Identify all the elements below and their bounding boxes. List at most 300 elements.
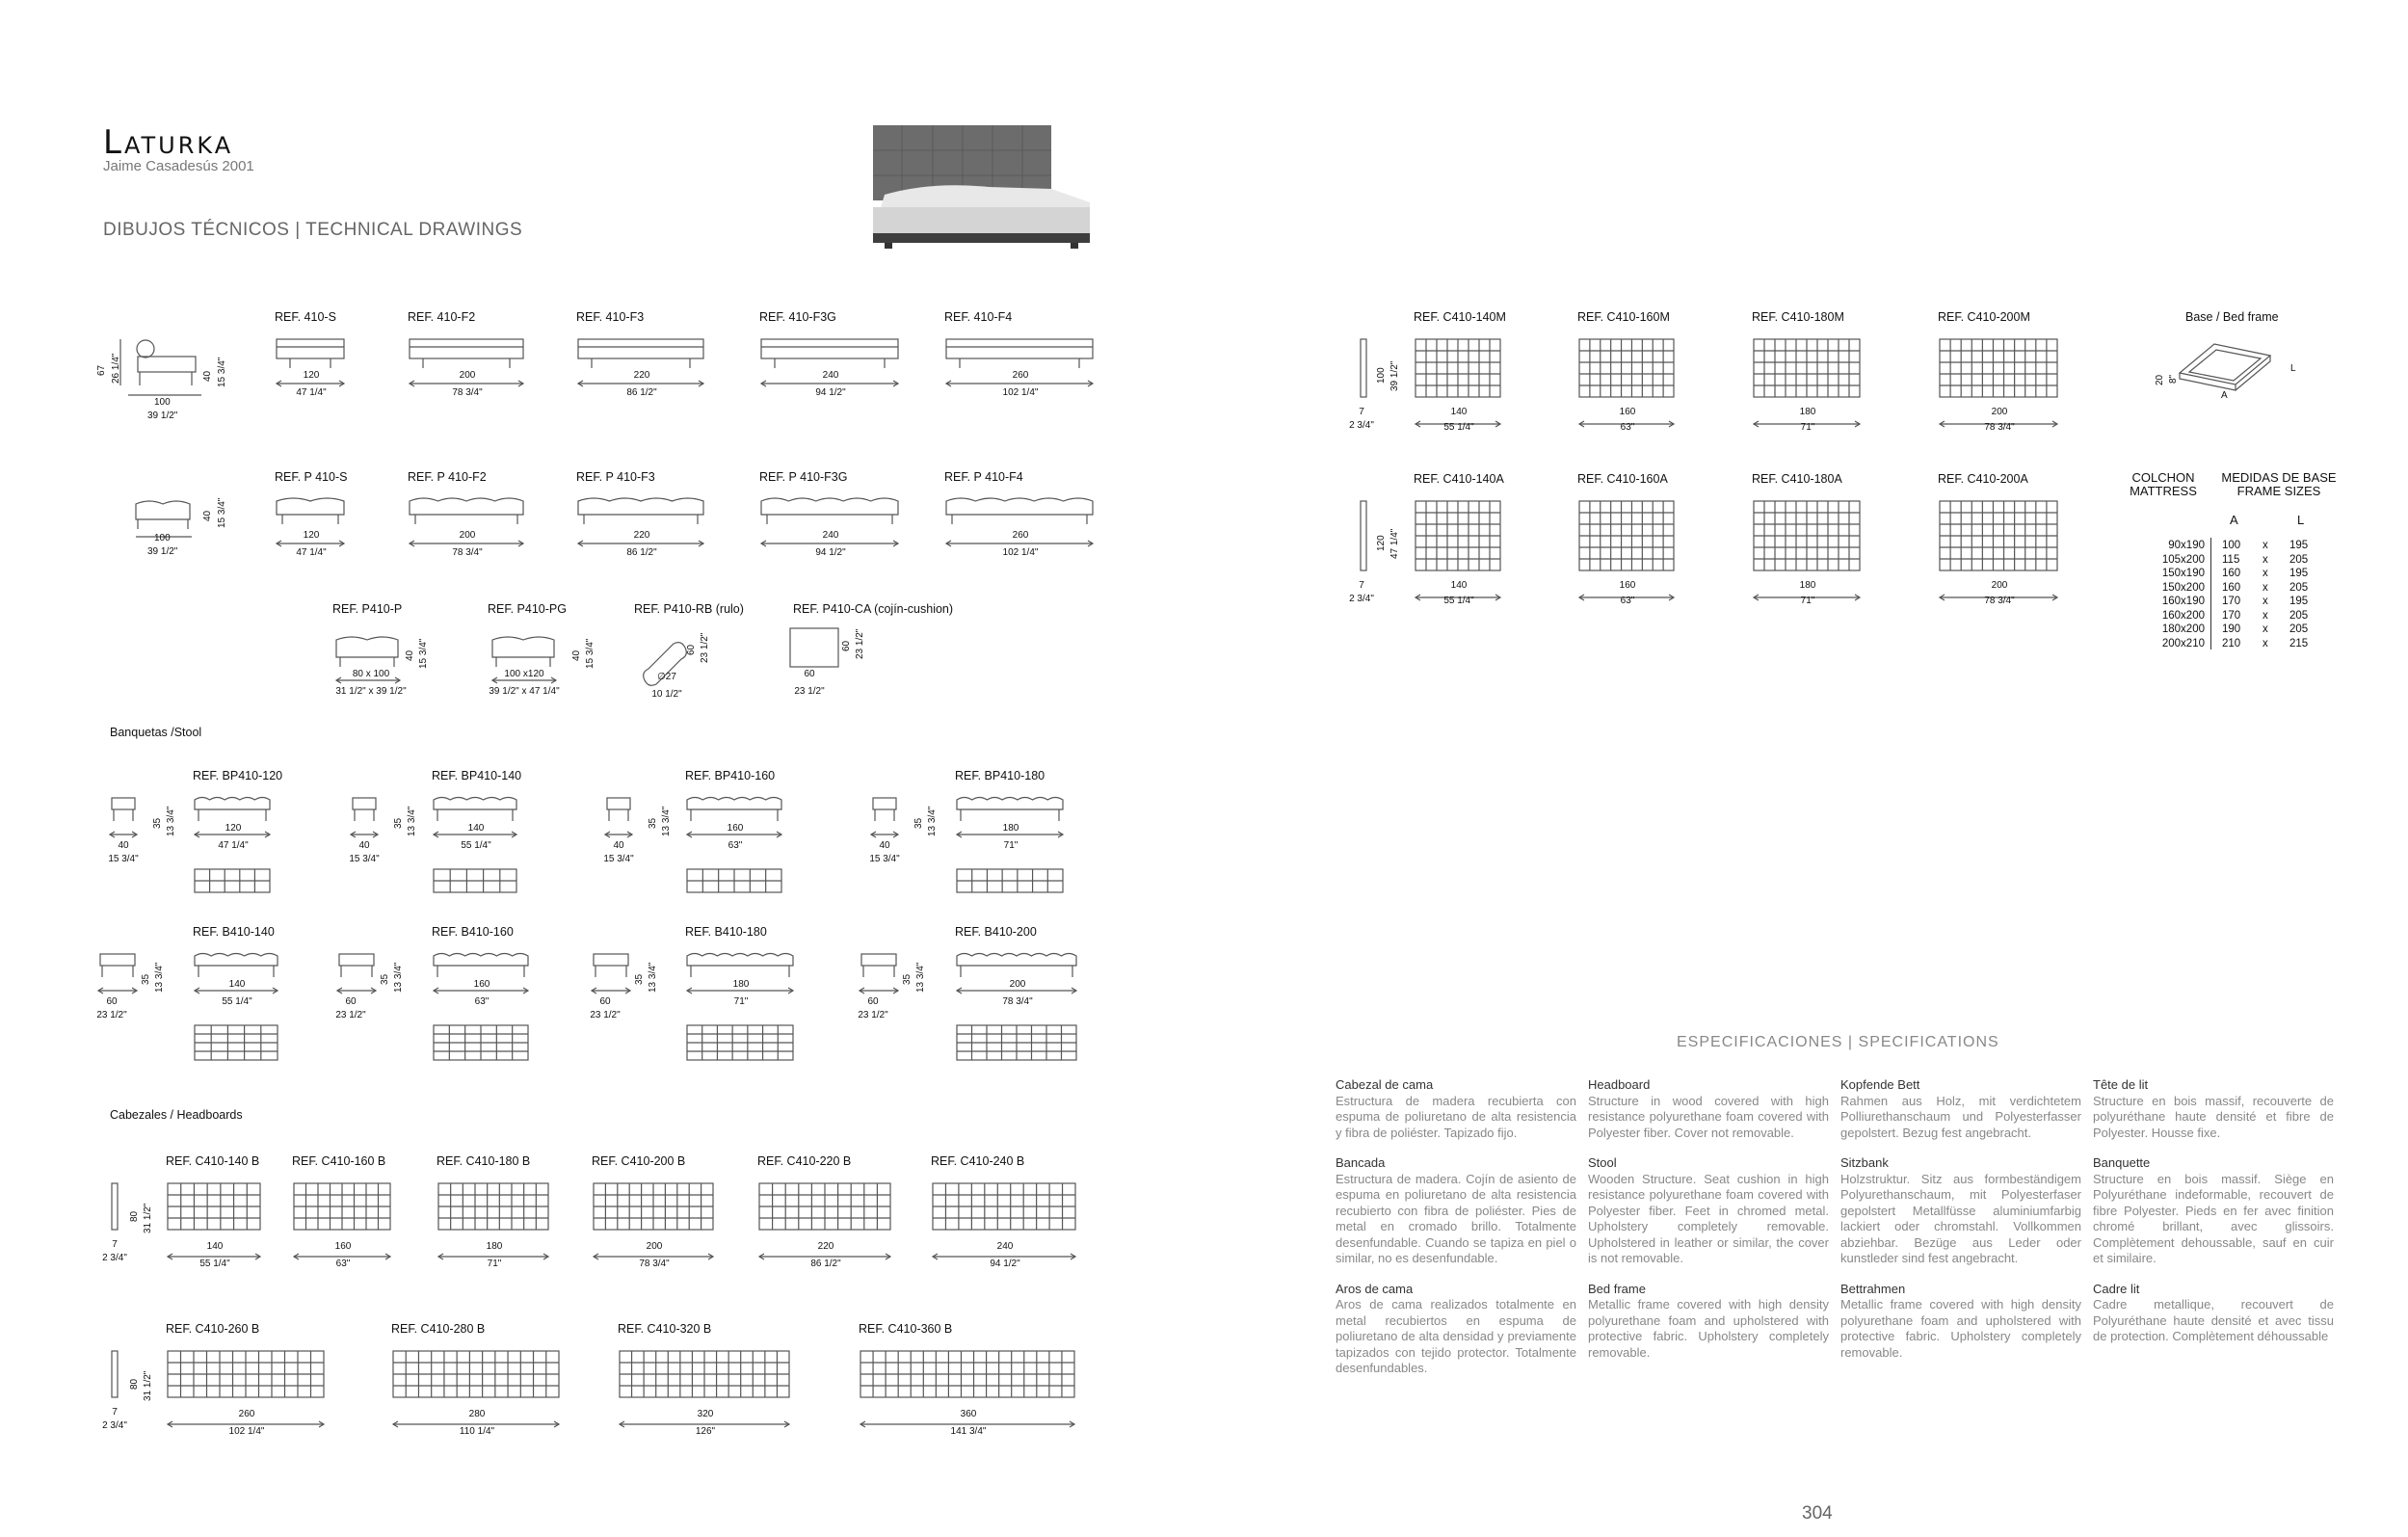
frame-size-a: 160 [2222, 581, 2241, 594]
stool-depth-inch: 15 3/4" [869, 854, 900, 864]
pouf-height-inch: 23 1/2" [700, 632, 710, 663]
headboard-width-inch: 102 1/4" [228, 1426, 265, 1437]
pouf-height-cm: 60 [841, 640, 852, 651]
spec-block [1336, 1282, 1576, 1377]
frame-size-l: 205 [2289, 553, 2309, 566]
bed-front-drawing [406, 335, 529, 393]
right-hb-height-cm: 100 [1376, 367, 1387, 384]
right-hb-width-cm: 200 [1991, 407, 2008, 417]
spec-heading: Kopfende Bett [1840, 1077, 1920, 1092]
mattress-size: 105x200 [2161, 553, 2205, 566]
stool-front-and-top [191, 948, 283, 1083]
spec-heading: Sitzbank [1840, 1155, 1889, 1170]
frame-size-a: 100 [2222, 540, 2241, 551]
bed-ref-label: REF. P 410-F4 [944, 470, 1023, 484]
spec-heading: Cabezal de cama [1336, 1077, 1434, 1092]
spec-text: Holzstruktur. Sitz aus formbeständigem Polyurethanschaum, mit Polyesterfaser gepolstert Metallfüsse aluminiumfarbig lackiert oder chromstahl. Vollkommen abziehbar. Bezüge aus Leder oder kunstleder sind fest angebracht. [1840, 1171, 2081, 1265]
stool-width-inch: 55 1/4" [461, 840, 491, 851]
spec-text: Cadre metallique, recouvert de Polyuréthane haute densité et avec tissu de protection. Complètement déhoussable [2093, 1297, 2334, 1343]
bed-ref-label: REF. P 410-F3 [576, 470, 655, 484]
spec-block [1588, 1155, 1829, 1267]
spec-text: Estructura de madera. Cojín de asiento de espuma en poliuretano de alta resistencia recubierto con fibra de poliéster. Pies de metal en cromado brillo. Totalmente desenfundable. Cuando se tapiza en piel o similar, no es desenfundable. [1336, 1171, 1576, 1265]
frame-height-inch: 8" [2168, 374, 2179, 384]
frame-size-x: x [2262, 609, 2268, 622]
frame-size-x: x [2262, 540, 2268, 551]
spec-block [1840, 1282, 2081, 1362]
side2-depth-100: 100 [154, 533, 171, 543]
headboard-width-inch: 126" [695, 1426, 716, 1437]
stool-depth-cm: 40 [358, 840, 370, 851]
headboard-width-cm: 360 [960, 1409, 977, 1419]
bed-ref-label: REF. 410-S [275, 310, 336, 324]
stool-ref-label: REF. B410-180 [685, 925, 767, 939]
bed-ref-label: REF. P 410-F2 [408, 470, 487, 484]
spec-text: Rahmen aus Holz, mit verdichtetem Polliurethanschaum und Polyesterfasser gepolstert. Bezug fest angebracht. [1840, 1093, 2081, 1140]
frame-size-l: 215 [2289, 637, 2309, 649]
col-l-header: L [2297, 513, 2305, 527]
right-hb-front-drawing [1750, 337, 1866, 434]
hb-height-inch: 31 1/2" [143, 1203, 153, 1233]
right-hb-depth-inch: 2 3/4" [1349, 594, 1374, 604]
side-height-40-inch: 15 3/4" [217, 357, 227, 387]
bed-front-drawing [757, 335, 904, 393]
right-hb-front-drawing [1575, 499, 1680, 607]
right-hb-front-drawing [1936, 499, 2063, 607]
mattress-size: 150x200 [2161, 581, 2205, 594]
bed-front-drawing [273, 335, 350, 393]
frame-size-l: 195 [2289, 540, 2309, 551]
headboard-width-cm: 180 [486, 1241, 503, 1252]
right-hb-front-drawing [1750, 499, 1866, 607]
headboard-ref-label: REF. C410-140 B [166, 1154, 260, 1168]
brand-title: Laturka [103, 123, 234, 162]
col-frame-es: MEDIDAS DE BASE [2221, 470, 2337, 485]
spec-block [1336, 1155, 1576, 1267]
frame-size-l: 205 [2289, 623, 2309, 635]
stool-depth-inch: 15 3/4" [108, 854, 139, 864]
frame-label-l: L [2290, 363, 2296, 374]
hb-depth-cm: 7 [112, 1407, 118, 1418]
right-hb-width-inch: 55 1/4" [1443, 596, 1474, 606]
hb-depth-cm: 7 [112, 1239, 118, 1250]
side2-depth-100-inch: 39 1/2" [147, 546, 178, 557]
stool-section-title: Banquetas /Stool [110, 726, 202, 739]
right-hb-side-drawing [1357, 499, 1372, 578]
bed-width-cm: 260 [1012, 370, 1029, 381]
side-height-67: 67 [96, 364, 107, 376]
right-hb-width-inch: 71" [1800, 596, 1815, 606]
pouf-dim-cm: ∅27 [657, 672, 676, 682]
right-hb-front-drawing [1412, 337, 1506, 434]
stool-width-cm: 180 [732, 979, 750, 990]
bed-front-drawing [574, 495, 709, 553]
stool-width-cm: 160 [473, 979, 490, 990]
pouf-height-cm: 60 [686, 644, 697, 655]
spec-column [2093, 1077, 2334, 1360]
bed-width-inch: 86 1/2" [626, 547, 657, 558]
stool-depth-cm: 60 [867, 996, 879, 1007]
right-hb-width-inch: 78 3/4" [1984, 422, 2015, 433]
stool-front-and-top [430, 792, 522, 927]
headboard-ref-label: REF. C410-360 B [859, 1322, 953, 1336]
right-hb-ref-label: REF. C410-140M [1414, 310, 1506, 324]
bed-width-inch: 94 1/2" [815, 387, 846, 398]
stool-width-cm: 180 [1002, 823, 1019, 834]
frame-size-l: 195 [2289, 568, 2309, 579]
bed-front-drawing [273, 495, 350, 553]
pouf-dim-inch: 31 1/2" x 39 1/2" [335, 686, 407, 697]
pouf-dim-cm: 80 x 100 [352, 669, 390, 679]
stool-height-cm: 35 [380, 973, 390, 985]
bed-width-cm: 240 [822, 370, 839, 381]
stool-front-and-top [953, 948, 1082, 1083]
stool-width-cm: 140 [467, 823, 485, 834]
spec-text: Estructura de madera recubierta con espuma de poliuretano de alta resistencia y fibra de poliéster. Tapizado fijo. [1336, 1093, 1576, 1140]
stool-ref-label: REF. BP410-180 [955, 769, 1045, 782]
stool-front-and-top [191, 792, 276, 927]
pouf-dim-cm: 100 x120 [504, 669, 544, 679]
spec-text: Aros de cama realizados totalmente en metal recubiertos en espuma de poliuretano de alta densidad y previamente tapizados con tejido protector. Totalmente desenfundables. [1336, 1297, 1576, 1375]
stool-width-inch: 63" [728, 840, 743, 851]
bed-ref-label: REF. 410-F3G [759, 310, 836, 324]
headboard-width-inch: 86 1/2" [810, 1259, 841, 1269]
stool-front-and-top [953, 792, 1069, 927]
headboard-width-cm: 280 [468, 1409, 486, 1419]
frame-size-a: 190 [2222, 623, 2241, 635]
col-frame-en: FRAME SIZES [2236, 484, 2321, 498]
bed-width-cm: 220 [633, 530, 650, 541]
pouf-height-inch: 15 3/4" [418, 638, 429, 669]
right-hb-width-inch: 71" [1800, 422, 1815, 433]
spec-heading: Bed frame [1588, 1281, 1646, 1296]
headboard-section-title: Cabezales / Headboards [110, 1108, 243, 1122]
designer-credit: Jaime Casadesús 2001 [103, 158, 254, 174]
spec-text: Metallic frame covered with high density polyurethane foam and upholstered with protective fabric. Upholstery completely removable. [1588, 1297, 1829, 1360]
headboard-width-inch: 63" [335, 1259, 351, 1269]
right-hb-width-cm: 180 [1799, 407, 1816, 417]
spec-text: Structure en bois massif, recouverte de polyuréthane haute densité et fibre de Polyester. Housse fixe. [2093, 1093, 2334, 1140]
right-hb-width-cm: 140 [1450, 407, 1468, 417]
pouf-height-inch: 15 3/4" [585, 638, 595, 669]
stool-height-inch: 13 3/4" [927, 806, 938, 836]
spec-heading: Headboard [1588, 1077, 1651, 1092]
stool-width-inch: 78 3/4" [1002, 996, 1033, 1007]
bed-width-cm: 260 [1012, 530, 1029, 541]
headboard-ref-label: REF. C410-320 B [618, 1322, 712, 1336]
stool-depth-inch: 23 1/2" [590, 1010, 621, 1020]
stool-front-and-top [683, 792, 787, 927]
stool-height-inch: 13 3/4" [393, 962, 404, 993]
stool-width-cm: 200 [1009, 979, 1026, 990]
bed-width-inch: 78 3/4" [452, 547, 483, 558]
side-depth-100: 100 [154, 397, 171, 408]
frame-size-x: x [2262, 568, 2268, 579]
frame-size-x: x [2262, 581, 2268, 594]
bed-front-drawing [574, 335, 709, 393]
stool-height-inch: 13 3/4" [154, 962, 165, 993]
right-hb-ref-label: REF. C410-180A [1752, 472, 1842, 486]
right-hb-width-inch: 63" [1620, 596, 1635, 606]
stool-height-inch: 13 3/4" [407, 806, 417, 836]
headboard-width-inch: 141 3/4" [950, 1426, 987, 1437]
side2-height-40-inch: 15 3/4" [217, 497, 227, 528]
spec-block [2093, 1155, 2334, 1267]
stool-height-inch: 13 3/4" [661, 806, 672, 836]
stool-depth-inch: 23 1/2" [335, 1010, 366, 1020]
frame-size-l: 195 [2289, 596, 2309, 607]
spec-block [1840, 1077, 2081, 1141]
spec-column [1588, 1077, 1829, 1375]
pouf-ref-label: REF. P410-PG [488, 602, 567, 616]
stool-depth-inch: 15 3/4" [603, 854, 634, 864]
hb-height-cm: 80 [129, 1210, 140, 1222]
right-hb-front-drawing [1575, 337, 1680, 434]
spec-column [1840, 1077, 2081, 1375]
right-hb-height-inch: 39 1/2" [1389, 360, 1400, 391]
mattress-size: 160x190 [2161, 596, 2205, 607]
pouf-ref-label: REF. P410-P [332, 602, 403, 616]
spec-block [1336, 1077, 1576, 1141]
frame-size-x: x [2262, 596, 2268, 607]
bed-front-drawing [942, 495, 1098, 553]
mattress-size: 150x190 [2161, 568, 2205, 579]
headboard-width-inch: 78 3/4" [639, 1259, 670, 1269]
right-hb-width-inch: 78 3/4" [1984, 596, 2015, 606]
side-depth-100-inch: 39 1/2" [147, 411, 178, 421]
bed-front-drawing [757, 495, 904, 553]
headboard-ref-label: REF. C410-180 B [437, 1154, 531, 1168]
pouf-ref-label: REF. P410-RB (rulo) [634, 602, 744, 616]
stool-height-cm: 35 [152, 817, 163, 829]
bed-ref-label: REF. P 410-F3G [759, 470, 848, 484]
bed-ref-label: REF. 410-F2 [408, 310, 476, 324]
stool-depth-cm: 60 [345, 996, 357, 1007]
pouf-dim-inch: 23 1/2" [794, 686, 825, 697]
frame-height: 20 [2155, 374, 2165, 385]
stool-depth-inch: 23 1/2" [96, 1010, 127, 1020]
page-number: 304 [1802, 1503, 1833, 1524]
stool-width-cm: 160 [727, 823, 744, 834]
headboard-width-inch: 71" [487, 1259, 502, 1269]
pouf-height-cm: 40 [571, 649, 582, 661]
table-divider [2210, 538, 2211, 649]
stool-width-inch: 47 1/4" [218, 840, 249, 851]
headboard-ref-label: REF. C410-260 B [166, 1322, 260, 1336]
stool-height-cm: 35 [913, 817, 924, 829]
spec-block [1588, 1282, 1829, 1362]
stool-depth-cm: 40 [879, 840, 890, 851]
side-height-40: 40 [202, 370, 213, 382]
right-hb-width-inch: 55 1/4" [1443, 422, 1474, 433]
hb-depth-inch: 2 3/4" [102, 1253, 127, 1263]
right-hb-front-drawing [1936, 337, 2063, 434]
right-hb-ref-label: REF. C410-180M [1752, 310, 1844, 324]
right-hb-width-cm: 180 [1799, 580, 1816, 591]
side2-height-40: 40 [202, 510, 213, 521]
bed-width-inch: 102 1/4" [1002, 387, 1039, 398]
frame-size-a: 115 [2222, 553, 2240, 566]
headboard-ref-label: REF. C410-240 B [931, 1154, 1025, 1168]
bed-width-inch: 102 1/4" [1002, 547, 1039, 558]
frame-size-a: 210 [2222, 637, 2241, 649]
right-hb-width-cm: 160 [1619, 580, 1636, 591]
right-hb-depth-cm: 7 [1359, 407, 1364, 417]
right-hb-ref-label: REF. C410-200A [1938, 472, 2028, 486]
bed-front-drawing [942, 335, 1098, 393]
spec-heading: Cadre lit [2093, 1281, 2140, 1296]
stool-height-inch: 13 3/4" [166, 806, 176, 836]
spec-text: Structure in wood covered with high resistance polyurethane foam covered with Polyester fiber. Cover not removable. [1588, 1093, 1829, 1140]
right-hb-height-cm: 120 [1376, 535, 1387, 551]
stool-height-inch: 13 3/4" [915, 962, 926, 993]
spec-block [1840, 1155, 2081, 1267]
bed-width-inch: 78 3/4" [452, 387, 483, 398]
side-height-67-inch: 26 1/4" [111, 353, 121, 384]
bed-width-cm: 200 [459, 370, 476, 381]
stool-ref-label: REF. B410-200 [955, 925, 1037, 939]
stool-height-cm: 35 [393, 817, 404, 829]
headboard-ref-label: REF. C410-220 B [757, 1154, 852, 1168]
bed-ref-label: REF. 410-F3 [576, 310, 645, 324]
right-hb-depth-cm: 7 [1359, 580, 1364, 591]
hb-depth-inch: 2 3/4" [102, 1420, 127, 1431]
stool-front-and-top [683, 948, 799, 1083]
pouf-ref-label: REF. P410-CA (cojín-cushion) [793, 602, 954, 616]
hb-height-cm: 80 [129, 1378, 140, 1390]
headboard-width-cm: 320 [697, 1409, 714, 1419]
spec-heading: Banquette [2093, 1155, 2151, 1170]
stool-ref-label: REF. BP410-140 [432, 769, 522, 782]
stool-front-and-top [430, 948, 534, 1083]
right-hb-depth-inch: 2 3/4" [1349, 420, 1374, 431]
bed-width-cm: 120 [303, 530, 320, 541]
headboard-width-inch: 94 1/2" [990, 1259, 1020, 1269]
stool-width-inch: 55 1/4" [222, 996, 252, 1007]
stool-height-inch: 13 3/4" [648, 962, 658, 993]
stool-height-cm: 35 [141, 973, 151, 985]
frame-size-a: 160 [2222, 568, 2241, 579]
right-hb-front-drawing [1412, 499, 1506, 607]
spec-block [1588, 1077, 1829, 1141]
frame-size-l: 205 [2289, 581, 2309, 594]
headboard-width-cm: 200 [646, 1241, 663, 1252]
stool-width-inch: 63" [474, 996, 490, 1007]
headboard-width-cm: 240 [996, 1241, 1014, 1252]
spec-block [2093, 1077, 2334, 1141]
spec-block [2093, 1282, 2334, 1345]
stool-depth-inch: 15 3/4" [349, 854, 380, 864]
spec-heading: Aros de cama [1336, 1281, 1414, 1296]
frame-label-a: A [2221, 390, 2228, 401]
stool-depth-cm: 40 [118, 840, 129, 851]
spec-heading: Bancada [1336, 1155, 1386, 1170]
stool-height-cm: 35 [902, 973, 913, 985]
col-mattress-en: MATTRESS [2130, 484, 2197, 498]
stool-ref-label: REF. BP410-160 [685, 769, 776, 782]
spec-heading: Bettrahmen [1840, 1281, 1906, 1296]
bed-width-inch: 47 1/4" [296, 387, 327, 398]
pouf-height-cm: 40 [405, 649, 415, 661]
mattress-size: 90x190 [2168, 540, 2205, 551]
spec-text: Wooden Structure. Seat cushion in high resistance polyurethane foam covered with Polyester fiber. Feet in chromed metal. Upholstery completely removable. Upholstered in leather or similar, the cover is not removable. [1588, 1171, 1829, 1265]
stool-depth-inch: 23 1/2" [858, 1010, 888, 1020]
right-hb-width-cm: 200 [1991, 580, 2008, 591]
mattress-size: 180x200 [2161, 623, 2205, 635]
right-hb-width-cm: 140 [1450, 580, 1468, 591]
stool-width-cm: 120 [225, 823, 242, 834]
stool-width-inch: 71" [733, 996, 749, 1007]
mattress-size: 160x200 [2161, 609, 2205, 622]
right-hb-ref-label: REF. C410-200M [1938, 310, 2030, 324]
col-a-header: A [2230, 513, 2238, 527]
frame-size-a: 170 [2222, 596, 2241, 607]
headboard-ref-label: REF. C410-280 B [391, 1322, 486, 1336]
col-mattress-es: COLCHON [2131, 470, 2195, 485]
spec-text: Structure en bois massif. Siège en Polyuréthane indeformable, recouvert de fibre Polyester. Pieds en fer avec finition chromé brillant, avec glissoirs. Complètement dehoussable, sauf en cuir et similaire. [2093, 1171, 2334, 1265]
pouf-dim-inch: 39 1/2" x 47 1/4" [489, 686, 560, 697]
pouf-dim-inch: 10 1/2" [651, 689, 682, 700]
headboard-width-cm: 160 [334, 1241, 352, 1252]
hb-height-inch: 31 1/2" [143, 1370, 153, 1401]
platform-side-view [130, 496, 207, 554]
pouf-height-inch: 23 1/2" [855, 628, 865, 659]
stool-ref-label: REF. B410-160 [432, 925, 514, 939]
bed-ref-label: REF. 410-F4 [944, 310, 1013, 324]
headboard-width-cm: 140 [206, 1241, 224, 1252]
bed-width-inch: 94 1/2" [815, 547, 846, 558]
stool-ref-label: REF. BP410-120 [193, 769, 283, 782]
headboard-ref-label: REF. C410-160 B [292, 1154, 386, 1168]
bed-width-inch: 86 1/2" [626, 387, 657, 398]
pouf-large-drawing [489, 632, 566, 690]
right-hb-ref-label: REF. C410-140A [1414, 472, 1504, 486]
stool-depth-cm: 60 [599, 996, 611, 1007]
right-hb-ref-label: REF. C410-160M [1577, 310, 1670, 324]
spec-heading: Tête de lit [2093, 1077, 2149, 1092]
right-hb-height-inch: 47 1/4" [1389, 528, 1400, 559]
bed-photo [873, 125, 1090, 251]
bed-width-cm: 220 [633, 370, 650, 381]
right-hb-ref-label: REF. C410-160A [1577, 472, 1668, 486]
frame-size-a: 170 [2222, 609, 2241, 622]
bed-width-cm: 200 [459, 530, 476, 541]
frame-size-x: x [2262, 623, 2268, 635]
pouf-dim-cm: 60 [804, 669, 815, 679]
bed-ref-label: REF. P 410-S [275, 470, 348, 484]
right-hb-width-inch: 63" [1620, 422, 1635, 433]
specifications-title: ESPECIFICACIONES | SPECIFICATIONS [1677, 1034, 1999, 1050]
headboard-width-cm: 220 [817, 1241, 834, 1252]
right-hb-width-cm: 160 [1619, 407, 1636, 417]
stool-ref-label: REF. B410-140 [193, 925, 275, 939]
right-hb-side-drawing [1357, 337, 1372, 405]
headboard-width-cm: 260 [238, 1409, 255, 1419]
stool-width-inch: 71" [1003, 840, 1019, 851]
spec-column [1336, 1077, 1576, 1391]
spec-text: Metallic frame covered with high density polyurethane foam and upholstered with protective fabric. Upholstery completely removable. [1840, 1297, 2081, 1360]
bed-width-cm: 240 [822, 530, 839, 541]
stool-depth-cm: 60 [106, 996, 118, 1007]
bed-front-drawing [406, 495, 529, 553]
pouf-drawing [332, 632, 410, 690]
spec-heading: Stool [1588, 1155, 1617, 1170]
stool-depth-cm: 40 [613, 840, 624, 851]
stool-height-cm: 35 [648, 817, 658, 829]
headboard-ref-label: REF. C410-200 B [592, 1154, 686, 1168]
stool-width-cm: 140 [228, 979, 246, 990]
frame-size-l: 205 [2289, 609, 2309, 622]
frame-size-x: x [2262, 637, 2268, 649]
